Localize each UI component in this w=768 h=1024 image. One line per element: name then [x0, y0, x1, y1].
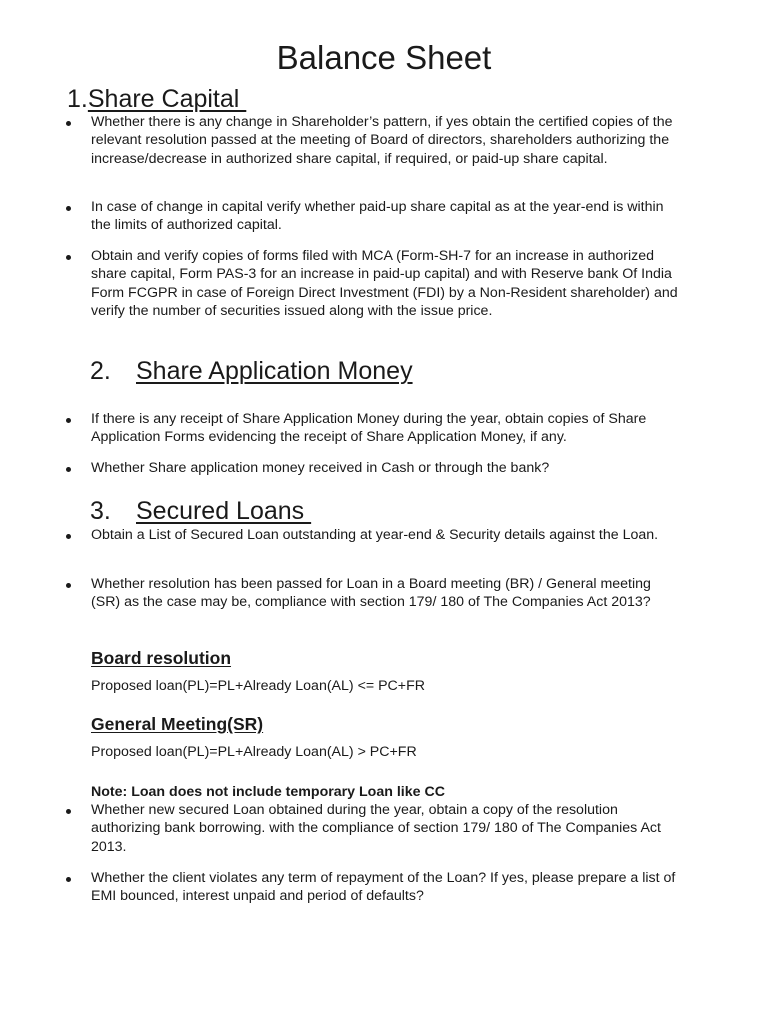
board-resolution-formula: Proposed loan(PL)=PL+Already Loan(AL) <= PC+FR: [91, 678, 425, 694]
list-item: If there is any receipt of Share Application Money during the year, obtain copies of Share Application Forms evidencing the receipt of Share Application Money, if any.: [91, 411, 647, 446]
list-item: In case of change in capital verify whether paid-up share capital as at the year-end is within the limits of authorized capital.: [91, 199, 664, 234]
general-meeting-formula: Proposed loan(PL)=PL+Already Loan(AL) > PC+FR: [91, 744, 417, 760]
section-heading-share-application-money: Share Application Money: [136, 357, 413, 385]
section-heading-secured-loans: Secured Loans: [136, 497, 312, 525]
bullet-icon: [66, 467, 71, 472]
board-resolution-heading: Board resolution: [91, 648, 232, 668]
bullet-icon: [66, 877, 71, 882]
bullet-icon: [66, 809, 71, 814]
bullet-icon: [66, 583, 71, 588]
section-number: 3.: [90, 497, 111, 525]
bullet-icon: [66, 206, 71, 211]
list-item: Obtain a List of Secured Loan outstanding at year-end & Security details against the Loan.: [91, 527, 659, 543]
bullet-icon: [66, 418, 71, 423]
bullet-icon: [66, 534, 71, 539]
list-item: Whether the client violates any term of repayment of the Loan? If yes, please prepare a list of EMI bounced, interest unpaid and period of defaults?: [91, 870, 676, 905]
bullet-icon: [66, 255, 71, 260]
list-item: Whether Share application money received in Cash or through the bank?: [91, 460, 550, 476]
section-title: Share Capital: [87, 85, 247, 113]
general-meeting-heading: General Meeting(SR): [91, 714, 264, 734]
list-item: Whether new secured Loan obtained during the year, obtain a copy of the resolution authorizing bank borrowing. with the compliance of section 179/ 180 of The Companies Act 2013.: [91, 802, 661, 855]
section-heading-share-capital: [67, 84, 246, 114]
list-item: Whether there is any change in Shareholder’s pattern, if yes obtain the certified copies of the relevant resolution passed at the meeting of Board of directors, shareholders authorizing the increase/decrease in authorized share capital, if required, or paid-up share capital.: [91, 114, 673, 167]
note-text: Note: Loan does not include temporary Loan like CC: [91, 784, 445, 800]
section-number: 2.: [90, 357, 111, 385]
list-item: Obtain and verify copies of forms filed with MCA (Form-SH-7 for an increase in authorized share capital, Form PAS-3 for an increase in paid-up capital) and with Reserve bank Of India Form FCGPR in case of Foreign Direct Investment (FDI) by a Non-Resident shareholder) and verify the number of securities issued along with the issue price.: [91, 248, 678, 319]
page-title: Balance Sheet: [276, 39, 492, 76]
list-item: Whether resolution has been passed for Loan in a Board meeting (BR) / General meeting (SR) as the case may be, compliance with section 179/ 180 of The Companies Act 2013?: [91, 576, 651, 611]
bullet-icon: [66, 121, 71, 126]
section-number: 1.: [67, 85, 88, 113]
